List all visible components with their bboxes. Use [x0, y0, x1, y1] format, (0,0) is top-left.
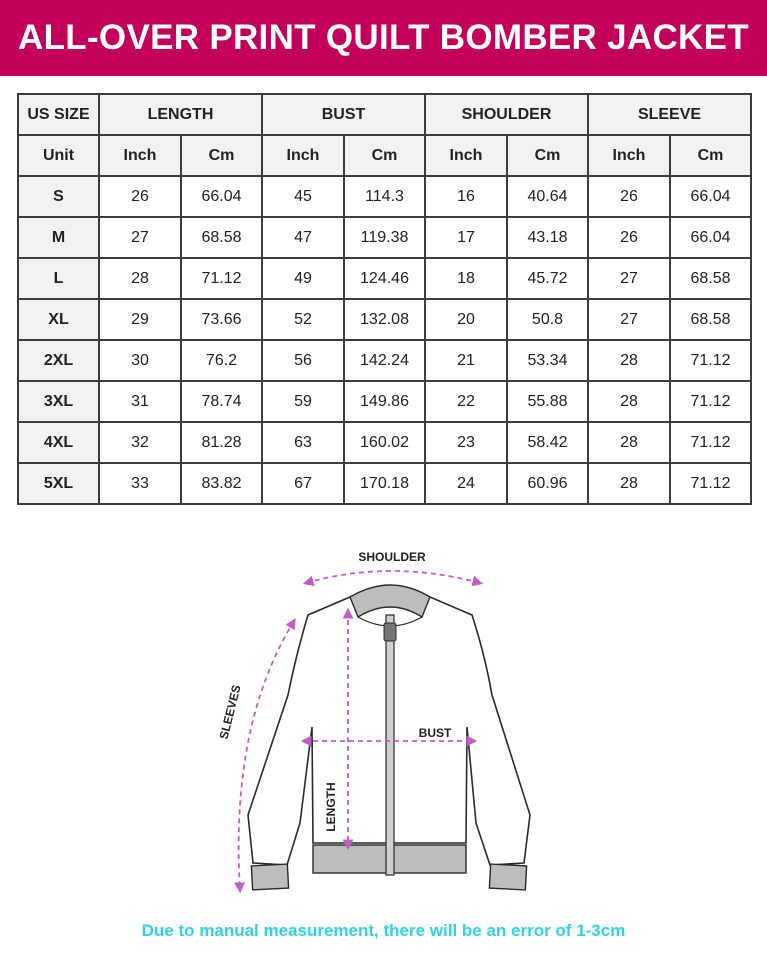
- measurement-cell: 124.46: [344, 258, 425, 299]
- jacket-illustration: [200, 545, 560, 900]
- measurement-cell: 40.64: [507, 176, 588, 217]
- unit-cell: Inch: [425, 135, 507, 176]
- size-label-cell: S: [18, 176, 99, 217]
- measurement-cell: 26: [588, 217, 670, 258]
- measurement-cell: 45: [262, 176, 344, 217]
- measurement-cell: 67: [262, 463, 344, 504]
- measurement-cell: 71.12: [670, 340, 751, 381]
- measurement-cell: 45.72: [507, 258, 588, 299]
- measurement-cell: 53.34: [507, 340, 588, 381]
- measurement-cell: 55.88: [507, 381, 588, 422]
- measurement-cell: 22: [425, 381, 507, 422]
- length-label: LENGTH: [324, 782, 338, 832]
- measurement-cell: 66.04: [670, 217, 751, 258]
- measurement-cell: 28: [99, 258, 181, 299]
- group-header-row: [18, 94, 751, 135]
- measurement-cell: 26: [588, 176, 670, 217]
- measurement-cell: 52: [262, 299, 344, 340]
- measurement-cell: 28: [588, 381, 670, 422]
- measurement-cell: 32: [99, 422, 181, 463]
- measurement-cell: 50.8: [507, 299, 588, 340]
- measurement-cell: 119.38: [344, 217, 425, 258]
- measurement-cell: 78.74: [181, 381, 262, 422]
- measurement-cell: 66.04: [670, 176, 751, 217]
- sleeves-label: SLEEVES: [216, 683, 244, 741]
- unit-cell: Inch: [262, 135, 344, 176]
- measurement-cell: 73.66: [181, 299, 262, 340]
- header-sleeve: SLEEVE: [588, 94, 751, 135]
- measurement-cell: 29: [99, 299, 181, 340]
- measurement-cell: 68.58: [670, 299, 751, 340]
- unit-cell: Inch: [99, 135, 181, 176]
- measurement-cell: 149.86: [344, 381, 425, 422]
- measurement-cell: 30: [99, 340, 181, 381]
- measurement-cell: 21: [425, 340, 507, 381]
- measurement-cell: 27: [588, 299, 670, 340]
- title-banner: [0, 0, 767, 76]
- measurement-cell: 68.58: [181, 217, 262, 258]
- size-label-cell: M: [18, 217, 99, 258]
- unit-cell: Unit: [18, 135, 99, 176]
- unit-cell: Cm: [507, 135, 588, 176]
- unit-row: [18, 135, 751, 176]
- jacket-measurement-diagram: [200, 545, 560, 900]
- size-chart-table: [17, 93, 752, 505]
- measurement-cell: 68.58: [670, 258, 751, 299]
- left-cuff: [251, 864, 288, 890]
- measurement-cell: 81.28: [181, 422, 262, 463]
- measurement-cell: 160.02: [344, 422, 425, 463]
- right-cuff: [489, 864, 526, 890]
- size-label-cell: 2XL: [18, 340, 99, 381]
- size-label-cell: XL: [18, 299, 99, 340]
- size-rows: [18, 176, 751, 504]
- measurement-cell: 20: [425, 299, 507, 340]
- table-row: [18, 340, 751, 381]
- measurement-cell: 47: [262, 217, 344, 258]
- measurement-cell: 76.2: [181, 340, 262, 381]
- measurement-cell: 63: [262, 422, 344, 463]
- measurement-cell: 132.08: [344, 299, 425, 340]
- size-label-cell: 5XL: [18, 463, 99, 504]
- unit-cell: Cm: [670, 135, 751, 176]
- measurement-cell: 71.12: [670, 422, 751, 463]
- measurement-cell: 28: [588, 422, 670, 463]
- measurement-cell: 28: [588, 340, 670, 381]
- measurement-cell: 58.42: [507, 422, 588, 463]
- table-row: [18, 299, 751, 340]
- measurement-cell: 17: [425, 217, 507, 258]
- unit-cell: Cm: [344, 135, 425, 176]
- header-bust: BUST: [262, 94, 425, 135]
- table-row: [18, 381, 751, 422]
- shoulder-label: SHOULDER: [358, 550, 426, 564]
- unit-cell: Cm: [181, 135, 262, 176]
- measurement-cell: 56: [262, 340, 344, 381]
- table-row: [18, 217, 751, 258]
- size-label-cell: L: [18, 258, 99, 299]
- measurement-cell: 60.96: [507, 463, 588, 504]
- measurement-cell: 27: [588, 258, 670, 299]
- unit-cell: Inch: [588, 135, 670, 176]
- table-row: [18, 176, 751, 217]
- measurement-cell: 142.24: [344, 340, 425, 381]
- shoulder-arrow: [306, 571, 480, 583]
- measurement-cell: 71.12: [181, 258, 262, 299]
- measurement-cell: 170.18: [344, 463, 425, 504]
- size-label-cell: 4XL: [18, 422, 99, 463]
- measurement-cell: 26: [99, 176, 181, 217]
- table-row: [18, 422, 751, 463]
- table-row: [18, 463, 751, 504]
- header-us-size: US SIZE: [18, 94, 99, 135]
- measurement-cell: 28: [588, 463, 670, 504]
- measurement-cell: 66.04: [181, 176, 262, 217]
- measurement-cell: 83.82: [181, 463, 262, 504]
- zipper: [386, 615, 394, 875]
- size-label-cell: 3XL: [18, 381, 99, 422]
- measurement-cell: 27: [99, 217, 181, 258]
- measurement-cell: 43.18: [507, 217, 588, 258]
- measurement-error-note: Due to manual measurement, there will be an error of 1-3cm: [141, 921, 626, 940]
- measurement-cell: 23: [425, 422, 507, 463]
- measurement-cell: 114.3: [344, 176, 425, 217]
- measurement-cell: 18: [425, 258, 507, 299]
- table-row: [18, 258, 751, 299]
- page-title: ALL-OVER PRINT QUILT BOMBER JACKET: [18, 18, 749, 57]
- measurement-cell: 71.12: [670, 463, 751, 504]
- measurement-cell: 24: [425, 463, 507, 504]
- header-shoulder: SHOULDER: [425, 94, 588, 135]
- measurement-cell: 33: [99, 463, 181, 504]
- measurement-cell: 31: [99, 381, 181, 422]
- measurement-cell: 71.12: [670, 381, 751, 422]
- measurement-cell: 16: [425, 176, 507, 217]
- measurement-cell: 49: [262, 258, 344, 299]
- header-length: LENGTH: [99, 94, 262, 135]
- bust-label: BUST: [418, 726, 452, 740]
- measurement-cell: 59: [262, 381, 344, 422]
